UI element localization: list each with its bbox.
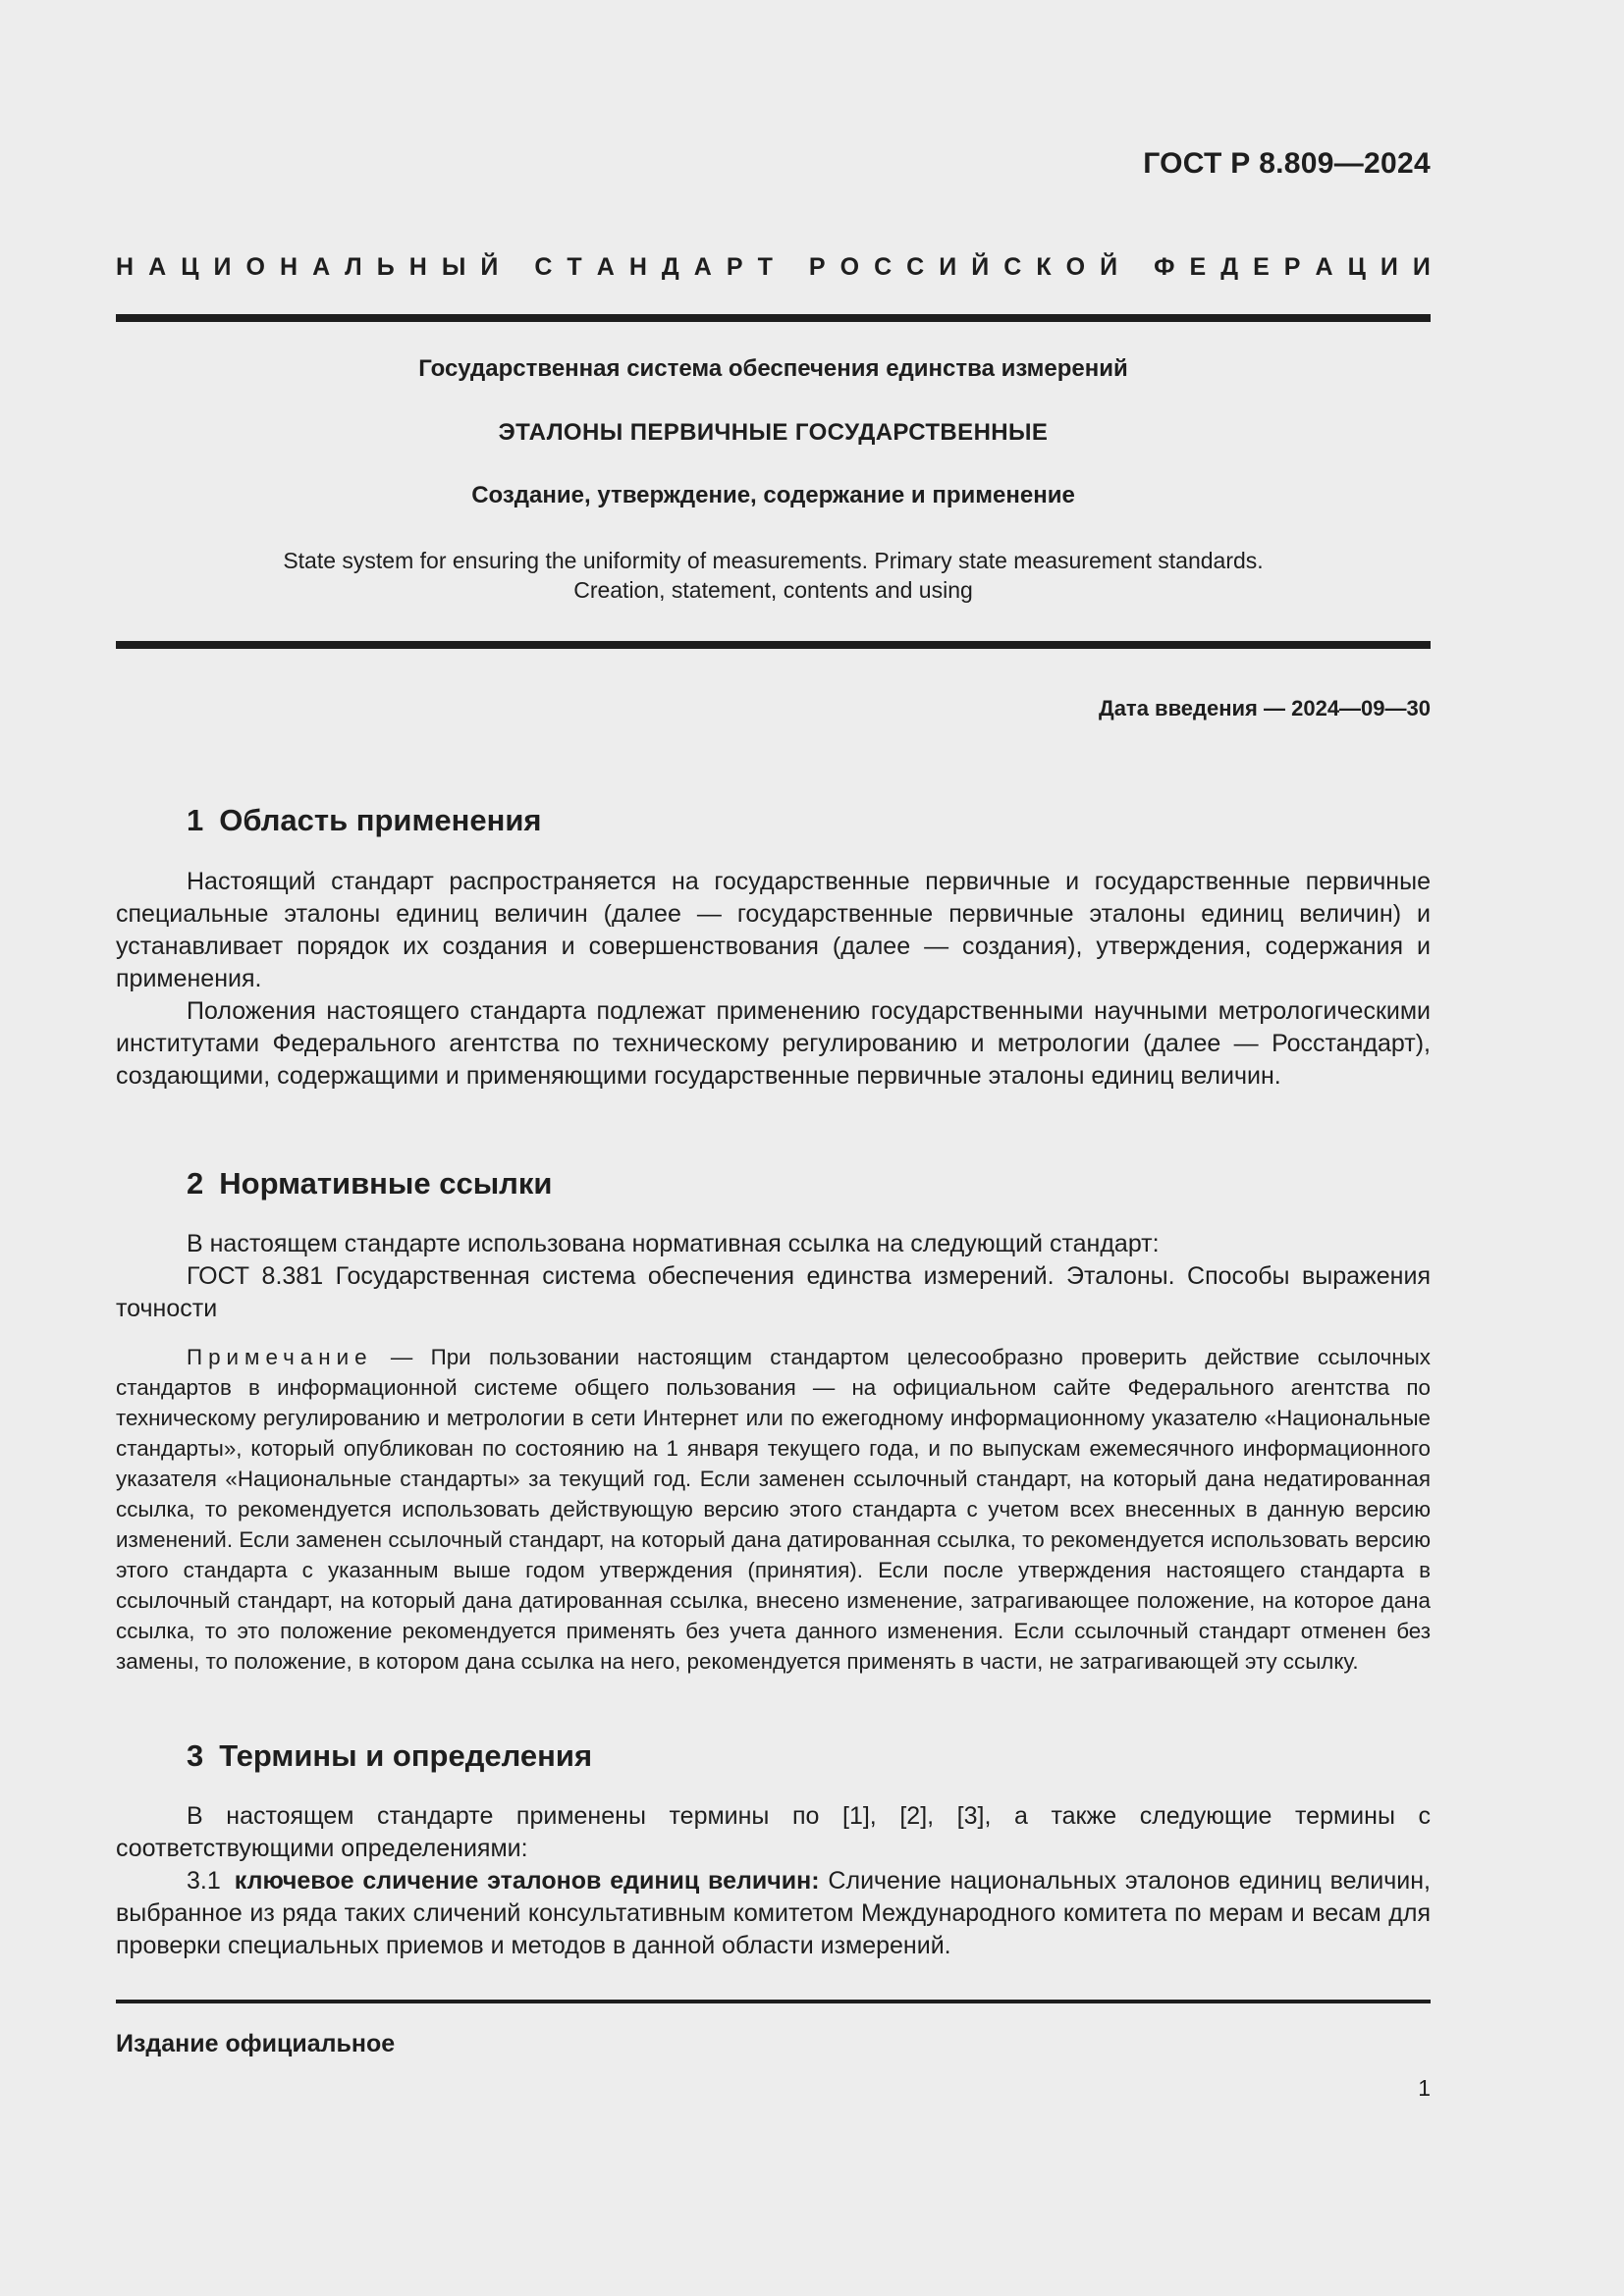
section-3-heading — [187, 1738, 592, 1774]
letter: И — [213, 253, 232, 281]
section-2-reference: ГОСТ 8.381 Государственная система обеспечения единства измерений. Эталоны. Способы выражения точности — [116, 1262, 1431, 1322]
letter: Т — [757, 253, 773, 281]
title-divider — [116, 641, 1431, 649]
letter: Д — [1220, 253, 1239, 281]
letter: Р — [808, 253, 826, 281]
letter: С — [534, 253, 553, 281]
letter: Н — [279, 253, 298, 281]
letter: И — [1380, 253, 1398, 281]
section-1-paragraph-2: Положения настоящего стандарта подлежат применению государственными научными метрологическими институтами Федерального агентства по техническому регулированию и метрологии (далее — Росстандарт), создающими, содержащими и применяющими государственные первичные эталоны единиц величин. — [116, 997, 1431, 1090]
section-number: 1 — [187, 803, 204, 837]
letter: Й — [971, 253, 990, 281]
note-label: Примечание — [187, 1345, 373, 1369]
letter: И — [1412, 253, 1431, 281]
letter-gap — [787, 253, 794, 282]
term-number: 3.1 — [187, 1867, 221, 1895]
term-name: ключевое сличение эталонов единиц величин: — [234, 1867, 820, 1895]
section-title: Термины и определения — [219, 1738, 593, 1773]
top-divider — [116, 314, 1431, 322]
section-3-paragraph-1: В настоящем стандарте применены термины по [1], [2], [3], а также следующие термины с соответствующими определениями: — [116, 1802, 1431, 1862]
note-text: — При пользовании настоящим стандартом целесообразно проверить действие ссылочных стандартов в информационной системе общего пользования — на официальном сайте Федерального агентства по техническому регулированию и метрологии в сети Интернет или по ежегодному информационному указателю «Национальные стандарты», который опубликован по состоянию на 1 января текущего года, и по выпускам ежемесячного информационного указателя «Национальные стандарты» за текущий год. Если заменен ссылочный стандарт, на который дана недатированная ссылка, то рекомендуется использовать действующую версию этого стандарта с учетом всех внесенных в данную версию изменений. Если заменен ссылочный стандарт, на который дана датированная ссылка, то рекомендуется использовать версию этого стандарта с указанным выше годом утверждения (принятия). Если после утверждения настоящего стандарта в ссылочный стандарт, на который дана датированная ссылка, внесено изменение, затрагивающее положение, на которое дана ссылка, то это положение рекомендуется применять без учета данного изменения. Если ссылочный стандарт отменен без замены, то положение, в котором дана ссылка на него, рекомендуется применять в части, не затрагивающей эту ссылку. — [116, 1345, 1431, 1674]
page-number: 1 — [1418, 2075, 1431, 2101]
letter: И — [939, 253, 957, 281]
letter: Ц — [181, 253, 199, 281]
standard-title: ЭТАЛОНЫ ПЕРВИЧНЫЕ ГОСУДАРСТВЕННЫЕ — [498, 419, 1049, 446]
edition-label: Издание официальное — [116, 2030, 396, 2057]
letter: О — [245, 253, 265, 281]
letter: Ы — [441, 253, 466, 281]
letter: Ь — [376, 253, 395, 281]
standard-subtitle: Создание, утверждение, содержание и применение — [471, 482, 1075, 508]
date-introduced: Дата введения — 2024—09—30 — [1099, 696, 1431, 721]
letter: К — [1036, 253, 1052, 281]
letter: О — [1065, 253, 1086, 281]
letter: Д — [661, 253, 679, 281]
letter: Т — [567, 253, 582, 281]
english-title — [116, 546, 1431, 605]
section-number: 2 — [187, 1166, 204, 1201]
letter: Р — [1283, 253, 1301, 281]
letter: Н — [408, 253, 427, 281]
term-definition — [116, 1865, 1431, 1962]
letter-gap — [513, 253, 519, 282]
note-paragraph — [116, 1342, 1431, 1677]
letter: Л — [345, 253, 362, 281]
section-title: Нормативные ссылки — [219, 1166, 553, 1201]
english-title-line-2: Creation, statement, contents and using — [573, 577, 973, 603]
letter: С — [874, 253, 893, 281]
letter: С — [906, 253, 925, 281]
letter-gap — [1132, 253, 1139, 282]
letter: С — [1003, 253, 1022, 281]
letter: Н — [628, 253, 647, 281]
letter: Е — [1253, 253, 1270, 281]
letter: О — [839, 253, 860, 281]
letter: Р — [726, 253, 743, 281]
system-title: Государственная система обеспечения единства измерений — [418, 355, 1128, 382]
national-standard-heading — [116, 253, 1431, 282]
english-title-line-1: State system for ensuring the uniformity of measurements. Primary state measurement standards. — [283, 548, 1264, 573]
section-number: 3 — [187, 1738, 204, 1773]
letter: А — [148, 253, 167, 281]
section-title: Область применения — [219, 803, 542, 837]
letter: А — [312, 253, 331, 281]
letter: Ц — [1347, 253, 1366, 281]
section-1-heading — [187, 803, 542, 838]
letter: А — [1315, 253, 1333, 281]
footer-divider — [116, 2000, 1431, 2003]
letter: Е — [1189, 253, 1207, 281]
letter: Й — [1100, 253, 1118, 281]
section-1-paragraph-1: Настоящий стандарт распространяется на государственные первичные и государственные первичные специальные эталоны единиц величин (далее — государственные первичные эталоны единиц величин) и устанавливает порядок их создания и совершенствования (далее — создания), утверждения, содержания и применения. — [116, 868, 1431, 992]
letter: Ф — [1154, 253, 1175, 281]
gost-number: ГОСТ Р 8.809—2024 — [1143, 147, 1431, 180]
term-definition-text: Сличение национальных эталонов единиц величин, выбранное из ряда таких сличений консультативным комитетом Международного комитета по мерам и весам для проверки специальных приемов и методов в данной области измерений. — [116, 1867, 1431, 1959]
letter: А — [596, 253, 615, 281]
letter: А — [693, 253, 712, 281]
letter: Й — [480, 253, 499, 281]
section-2-heading — [187, 1166, 552, 1201]
section-2-paragraph-1: В настоящем стандарте использована нормативная ссылка на следующий стандарт: — [187, 1230, 1160, 1257]
letter: Н — [116, 253, 135, 281]
document-page — [116, 0, 1431, 2296]
